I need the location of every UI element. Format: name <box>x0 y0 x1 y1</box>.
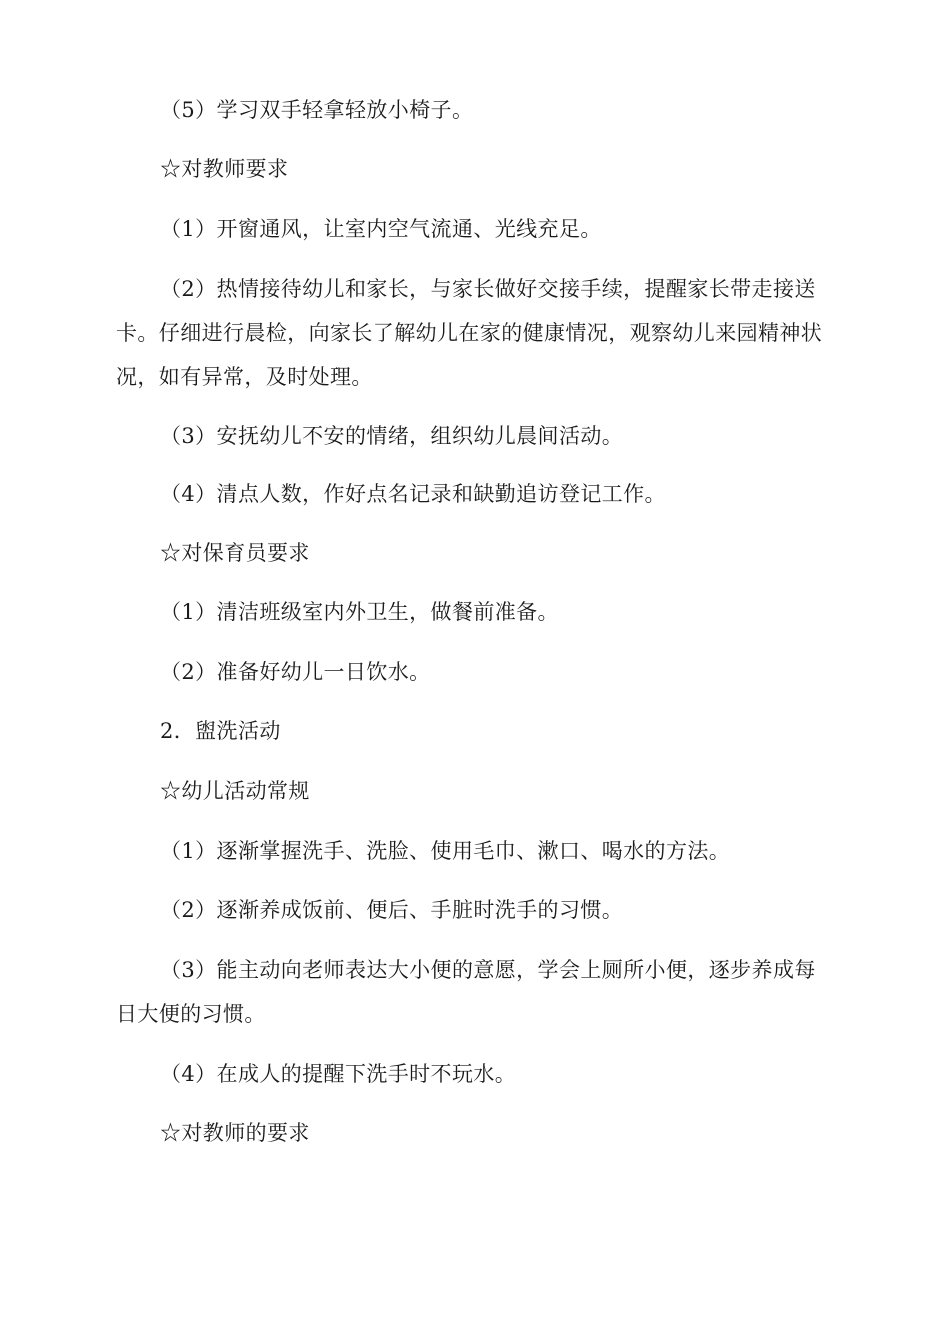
paragraph-reception: （2）热情接待幼儿和家长，与家长做好交接手续，提醒家长带走接送卡。仔细进行晨检，向家长了解幼儿在家的健康情况，观察幼儿来园精神状况，如有异常，及时处理。 <box>116 277 823 389</box>
paragraph-washing-methods: （1）逐渐掌握洗手、洗脸、使用毛巾、漱口、喝水的方法。 <box>160 839 731 863</box>
paragraph-ventilation: （1）开窗通风，让室内空气流通、光线充足。 <box>160 217 602 241</box>
paragraph-item-5-chair: （5）学习双手轻拿轻放小椅子。 <box>160 98 474 122</box>
heading-teacher-requirements-2: ☆对教师的要求 <box>160 1121 310 1145</box>
heading-teacher-requirements: ☆对教师要求 <box>160 157 289 181</box>
paragraph-water: （2）准备好幼儿一日饮水。 <box>160 660 431 684</box>
paragraph-attendance: （4）清点人数，作好点名记录和缺勤追访登记工作。 <box>160 482 666 506</box>
paragraph-handwashing-habit: （2）逐渐养成饭前、便后、手脏时洗手的习惯。 <box>160 898 624 922</box>
heading-caregiver-requirements: ☆对保育员要求 <box>160 541 310 565</box>
paragraph-comfort: （3）安抚幼儿不安的情绪，组织幼儿晨间活动。 <box>160 424 624 448</box>
paragraph-no-water-play: （4）在成人的提醒下洗手时不玩水。 <box>160 1062 517 1086</box>
paragraph-cleaning: （1）清洁班级室内外卫生，做餐前准备。 <box>160 600 559 624</box>
section-heading-washing: 2．盥洗活动 <box>160 719 281 743</box>
paragraph-toilet: （3）能主动向老师表达大小便的意愿，学会上厕所小便，逐步养成每日大便的习惯。 <box>116 958 816 1026</box>
heading-child-routine: ☆幼儿活动常规 <box>160 779 310 803</box>
